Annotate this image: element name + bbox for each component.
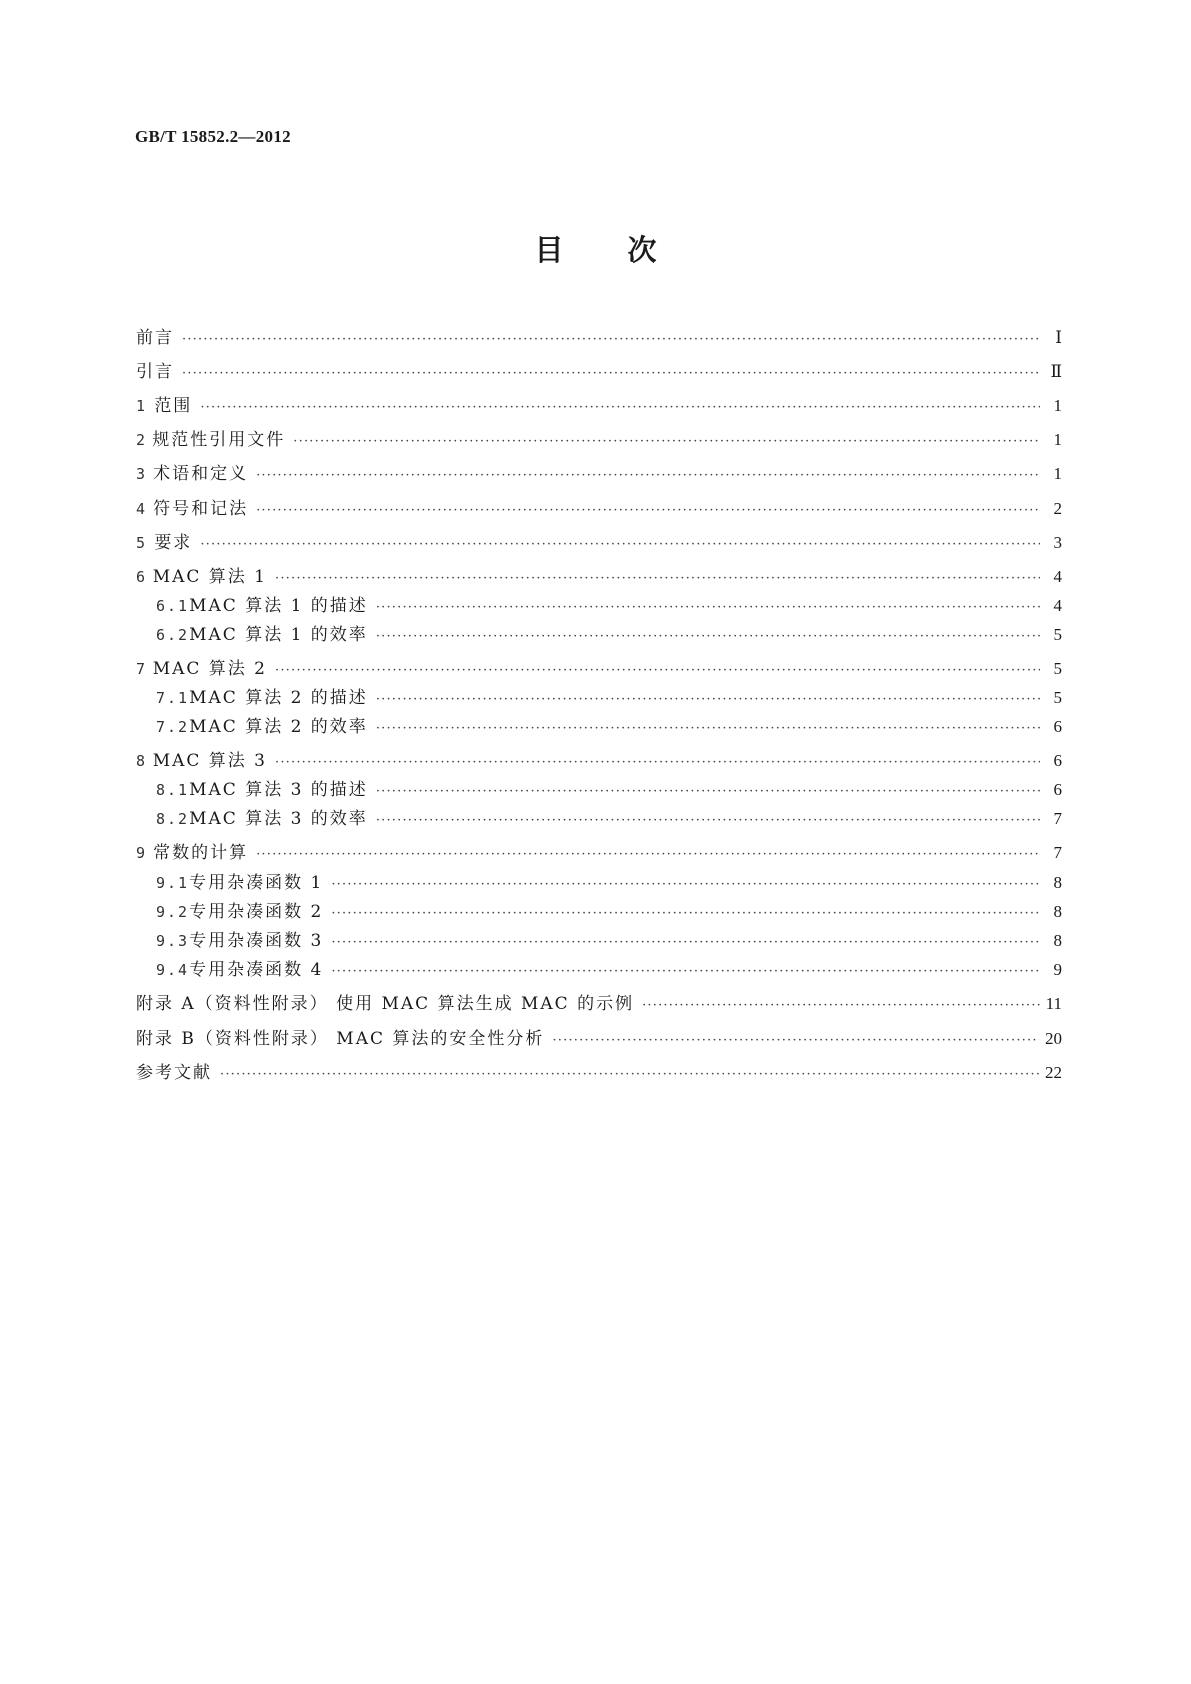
toc-entry-label: 常数的计算 bbox=[153, 843, 249, 863]
toc-entry-number: 8.1 bbox=[156, 781, 190, 799]
toc-entry[interactable] bbox=[156, 778, 1062, 802]
toc-entry-label: MAC 算法 3 的效率 bbox=[189, 809, 368, 829]
toc-entry[interactable] bbox=[136, 531, 1062, 555]
toc-entry[interactable] bbox=[136, 749, 1062, 773]
toc-entry-number: 5 bbox=[136, 534, 146, 552]
toc-entry-number: 2 bbox=[136, 431, 146, 449]
toc-entry-number: 1 bbox=[136, 397, 146, 415]
toc-entry[interactable] bbox=[136, 497, 1062, 521]
toc-leader-dots bbox=[376, 809, 1040, 833]
toc-entry-number: 8.2 bbox=[156, 810, 190, 828]
toc-entry-page: 3 bbox=[1053, 533, 1062, 552]
toc-entry[interactable] bbox=[136, 394, 1062, 418]
toc-entry-label: 符号和记法 bbox=[153, 499, 249, 519]
toc-entry-page: 11 bbox=[1045, 994, 1062, 1013]
toc-entry-number: 4 bbox=[136, 500, 146, 518]
toc-entry-label: MAC 算法 3 bbox=[152, 751, 268, 771]
toc-entry[interactable] bbox=[136, 326, 1062, 350]
toc-entry[interactable] bbox=[136, 657, 1062, 681]
toc-entry[interactable] bbox=[156, 900, 1062, 924]
toc-entry-label: 专用杂凑函数 3 bbox=[189, 931, 324, 951]
toc-entry[interactable] bbox=[156, 623, 1062, 647]
toc-entry-page: 7 bbox=[1053, 809, 1062, 828]
toc-entry[interactable] bbox=[136, 992, 1062, 1016]
toc-entry-label: 规范性引用文件 bbox=[152, 430, 286, 450]
toc-leader-dots bbox=[642, 994, 1040, 1018]
toc-entry-page: 5 bbox=[1053, 659, 1062, 678]
toc-leader-dots bbox=[256, 499, 1040, 523]
toc-entry-number: 9.1 bbox=[156, 874, 190, 892]
toc-entry[interactable] bbox=[136, 360, 1062, 384]
toc-entry[interactable] bbox=[136, 841, 1062, 865]
toc-leader-dots bbox=[331, 960, 1040, 984]
page-title: 目次 bbox=[534, 233, 721, 267]
toc-leader-dots bbox=[331, 873, 1040, 897]
toc-entry[interactable] bbox=[156, 807, 1062, 831]
toc-entry[interactable] bbox=[156, 686, 1062, 710]
toc-entry-page: 4 bbox=[1053, 567, 1062, 586]
toc-leader-dots bbox=[220, 1063, 1039, 1087]
toc-entry-label: 专用杂凑函数 1 bbox=[189, 873, 324, 893]
toc-leader-dots bbox=[275, 659, 1040, 683]
toc-entry-page: 5 bbox=[1053, 625, 1062, 644]
toc-entry-label: MAC 算法 3 的描述 bbox=[189, 780, 368, 800]
toc-leader-dots bbox=[275, 751, 1040, 775]
toc-entry[interactable] bbox=[136, 565, 1062, 589]
toc-entry-label: 术语和定义 bbox=[153, 464, 249, 484]
toc-entry-label: MAC 算法 2 bbox=[152, 659, 268, 679]
toc-entry-page: 9 bbox=[1053, 960, 1062, 979]
toc-entry-number: 9.2 bbox=[156, 903, 190, 921]
toc-entry-number: 9 bbox=[136, 844, 146, 862]
toc-leader-dots bbox=[182, 362, 1040, 386]
toc-entry-number: 7.1 bbox=[156, 689, 190, 707]
toc-entry[interactable] bbox=[156, 715, 1062, 739]
toc-entry-page: 1 bbox=[1053, 464, 1062, 483]
toc-entry-number: 9.3 bbox=[156, 932, 190, 950]
toc-leader-dots bbox=[293, 430, 1040, 454]
toc-entry[interactable] bbox=[156, 958, 1062, 982]
toc-entry[interactable] bbox=[136, 462, 1062, 486]
toc-entry[interactable] bbox=[156, 929, 1062, 953]
toc-entry-page: 4 bbox=[1053, 596, 1062, 615]
toc-entry-page: 6 bbox=[1053, 717, 1062, 736]
toc-entry-number: 6.2 bbox=[156, 626, 190, 644]
toc-entry-page: 1 bbox=[1053, 430, 1062, 449]
toc-entry-page: Ⅰ bbox=[1055, 328, 1062, 347]
toc-entry-number: 8 bbox=[136, 752, 146, 770]
toc-entry-page: 8 bbox=[1053, 931, 1062, 950]
toc-entry-label: 附录 B（资料性附录） MAC 算法的安全性分析 bbox=[136, 1029, 545, 1049]
toc-entry-number: 7 bbox=[136, 660, 146, 678]
toc-entry-page: 5 bbox=[1053, 688, 1062, 707]
toc-entry-label: MAC 算法 2 的效率 bbox=[189, 717, 368, 737]
toc-entry-number: 6 bbox=[136, 568, 146, 586]
toc-entry-number: 3 bbox=[136, 465, 146, 483]
toc-entry-label: 附录 A（资料性附录） 使用 MAC 算法生成 MAC 的示例 bbox=[136, 994, 635, 1014]
toc-leader-dots bbox=[376, 688, 1040, 712]
toc-entry[interactable] bbox=[136, 1061, 1062, 1085]
toc-entry-label: 专用杂凑函数 4 bbox=[189, 960, 324, 980]
toc-leader-dots bbox=[200, 533, 1040, 557]
toc-entry-page: Ⅱ bbox=[1050, 362, 1062, 381]
toc-entry-page: 2 bbox=[1053, 499, 1062, 518]
standard-number: GB/T 15852.2—2012 bbox=[135, 127, 291, 146]
toc-entry-number: 9.4 bbox=[156, 961, 190, 979]
toc-leader-dots bbox=[331, 931, 1040, 955]
toc-leader-dots bbox=[376, 717, 1040, 741]
toc-entry[interactable] bbox=[136, 428, 1062, 452]
toc-leader-dots bbox=[552, 1029, 1039, 1053]
toc-entry-number: 6.1 bbox=[156, 597, 190, 615]
toc-entry-label: MAC 算法 1 的效率 bbox=[189, 625, 368, 645]
toc-leader-dots bbox=[256, 843, 1040, 867]
toc-leader-dots bbox=[376, 625, 1040, 649]
toc-entry[interactable] bbox=[156, 594, 1062, 618]
toc-entry[interactable] bbox=[156, 871, 1062, 895]
toc-entry-label: 专用杂凑函数 2 bbox=[189, 902, 324, 922]
toc-leader-dots bbox=[275, 567, 1040, 591]
toc-entry-page: 8 bbox=[1053, 902, 1062, 921]
toc-leader-dots bbox=[376, 780, 1040, 804]
toc-entry-page: 8 bbox=[1053, 873, 1062, 892]
toc-entry-page: 22 bbox=[1045, 1063, 1062, 1082]
toc-entry-label: MAC 算法 1 的描述 bbox=[189, 596, 368, 616]
toc-entry-label: MAC 算法 1 bbox=[152, 567, 268, 587]
toc-entry-label: 要求 bbox=[154, 533, 193, 553]
toc-entry-page: 1 bbox=[1053, 396, 1062, 415]
toc-entry[interactable] bbox=[136, 1027, 1062, 1051]
toc-leader-dots bbox=[331, 902, 1040, 926]
toc-entry-label: 引言 bbox=[136, 362, 174, 382]
toc-leader-dots bbox=[182, 328, 1040, 352]
toc-leader-dots bbox=[376, 596, 1040, 620]
toc-entry-page: 7 bbox=[1053, 843, 1062, 862]
toc-entry-label: 前言 bbox=[136, 328, 174, 348]
toc-entry-page: 20 bbox=[1045, 1029, 1062, 1048]
toc-entry-page: 6 bbox=[1053, 751, 1062, 770]
toc-leader-dots bbox=[256, 464, 1040, 488]
toc-entry-label: 参考文献 bbox=[136, 1063, 212, 1083]
toc-entry-label: 范围 bbox=[154, 396, 193, 416]
toc-entry-label: MAC 算法 2 的描述 bbox=[189, 688, 368, 708]
toc-entry-number: 7.2 bbox=[156, 718, 190, 736]
toc-entry-page: 6 bbox=[1053, 780, 1062, 799]
toc-leader-dots bbox=[200, 396, 1040, 420]
